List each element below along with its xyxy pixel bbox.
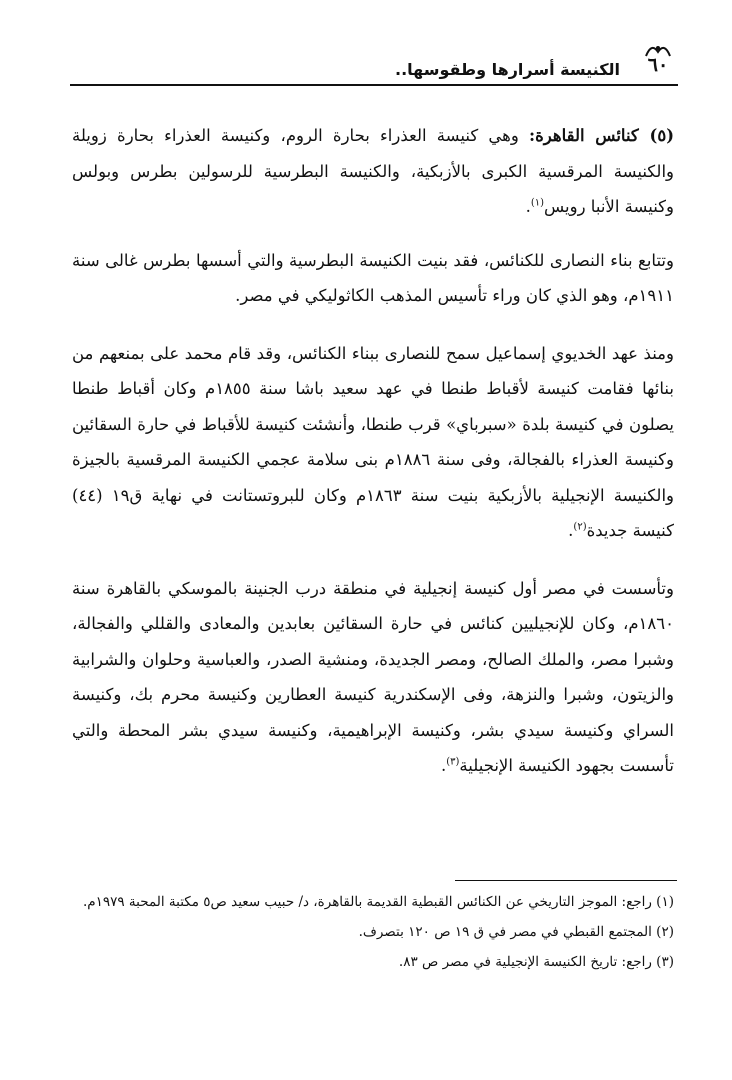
paragraph-lead: (٥) كنائس القاهرة: xyxy=(529,126,674,145)
footnote-2: (٢) المجتمع القبطي في مصر في ق ١٩ ص ١٢٠ بتصرف. xyxy=(358,924,674,940)
running-header xyxy=(70,52,678,86)
footnote-rule xyxy=(455,880,677,881)
paragraph-text: ومنذ عهد الخديوي إسماعيل سمح للنصارى ببناء الكنائس، وقد قام محمد على بمنعهم من بنائها فقامت كنيسة لأقباط طنطا في عهد سعيد باشا سنة ١٨٥٥م وكان أقباط طنطا يصلون في كنيسة بلدة «سبرباي» قرب طنطا، وأنشئت كنيسة للأقباط في حارة السقائين وكنيسة العذراء بالفجالة، وفى سنة ١٨٨٦م بنى سلامة عجمي الكنيسة المرقسية بالجيزة والكنيسة الإنجيلية بالأزبكية بنيت سنة ١٨٦٣م وكان للبروتستانت في نهاية ق١٩ (٤٤) كنيسة جديدة xyxy=(72,343,675,540)
paragraph-text: وتتابع بناء النصارى للكنائس، فقد بنيت الكنيسة البطرسية والتي أسسها بطرس غالى سنة ١٩١١م، وهو الذي كان وراء تأسيس المذهب الكاثوليكي في مصر. xyxy=(72,250,674,305)
paragraph-text: وهي كنيسة العذراء بحارة الروم، وكنيسة العذراء بحارة زويلة والكنيسة المرقسية الكبرى بالأزبكية، والكنيسة البطرسية للرسولين بطرس وبولس وكنيسة الأنبا رويس xyxy=(72,126,674,216)
paragraph-end: . xyxy=(525,197,531,216)
paragraph-end: . xyxy=(568,521,574,540)
paragraph-cairo-churches xyxy=(72,118,674,225)
footnote-ref: (١) xyxy=(530,197,544,209)
running-title: الكنيسة أسرارها وطقوسها.. xyxy=(395,60,620,79)
paragraph-evangelical-church xyxy=(72,571,674,784)
header-rule xyxy=(70,84,678,86)
footnote-1: (١) راجع: الموجز التاريخي عن الكنائس القبطية القديمة بالقاهرة، د/ حبيب سعيد ص٥ مكتبة المحبة ١٩٧٩م. xyxy=(82,894,674,910)
body-text xyxy=(72,118,674,806)
footnote-ref: (٢) xyxy=(573,521,587,533)
paragraph-church-building xyxy=(72,243,674,314)
page-number: ٦٠ xyxy=(647,54,669,76)
paragraph-khedive-ismail xyxy=(72,336,674,549)
footnotes xyxy=(72,890,674,980)
footnote-ref: (٣) xyxy=(446,756,460,768)
footnote-3: (٣) راجع: تاريخ الكنيسة الإنجيلية في مصر ص ٨٣. xyxy=(398,954,674,970)
paragraph-text: وتأسست في مصر أول كنيسة إنجيلية في منطقة درب الجنينة بالموسكي بالقاهرة سنة ١٨٦٠م، وكان للإنجيليين كنائس في حارة السقائين بعابدين والمعادى والقللي والفجالة، وشبرا مصر، والملك الصالح، ومصر الجديدة، ومنشية الصدر، والعباسية وحلوان والشرابية والزيتون، وشبرا والنزهة، وفى الإسكندرية كنيسة العطارين وكنيسة محرم بك، وكنيسة السراي وكنيسة سيدي بشر، وكنيسة الإبراهيمية، وكنيسة سيدي بشر المحطة والتي تأسست بجهود الكنيسة الإنجيلية xyxy=(72,578,674,775)
paragraph-end: . xyxy=(440,756,447,775)
